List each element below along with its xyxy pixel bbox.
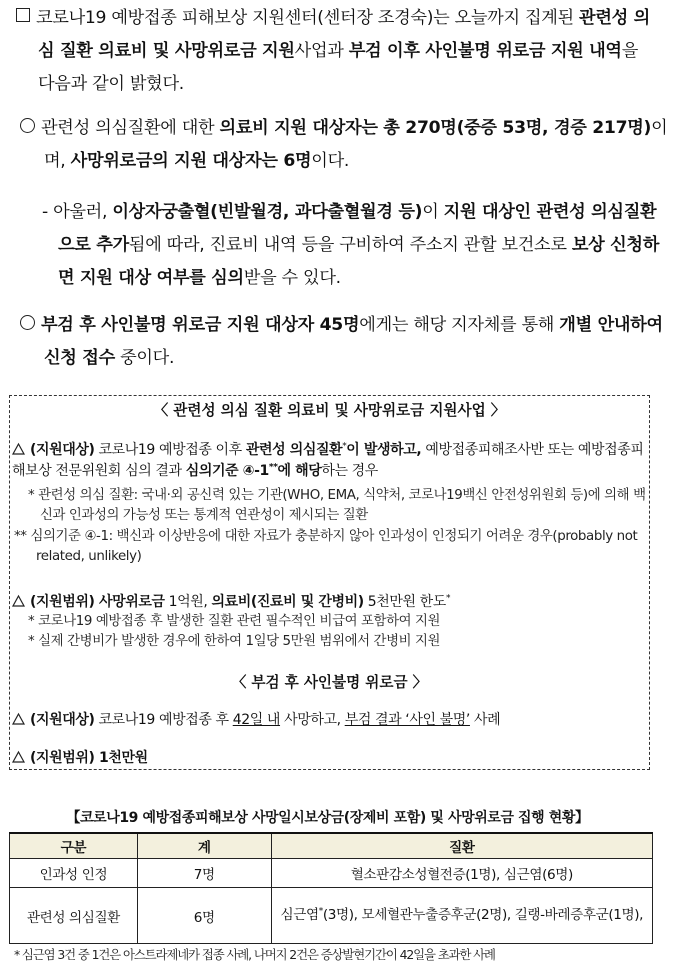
cell-disease: 심근염*(3명), 모세혈관누출증후군(2명), 길랭-바레증후군(1명), — [271, 888, 652, 944]
hollow-triangle-icon — [12, 751, 25, 763]
autopsy-target-item: (지원대상) 코로나19 예방접종 후 42일 내 사망하고, 부검 결과 ‘사인 불명’ 사례 — [12, 710, 648, 731]
table-row — [10, 859, 653, 888]
autopsy-paragraph: 부검 후 사인불명 위로금 지원 대상자 45명에게는 해당 지자체를 통해 개별 안내하여 신청 접수 중이다. — [18, 309, 678, 375]
note-criteria: ** 심의기준 ④-1: 백신과 이상반응에 대한 자료가 충분하지 않아 인과성이 인정되기 어려운 경우(probably not related, unlikely) — [14, 529, 638, 564]
cell-count: 7명 — [137, 859, 271, 888]
note-related-disease: * 관련성 의심 질환: 국내·외 공신력 있는 기관(WHO, EMA, 식약처, 코로나19백신 안전성위원회 등)에 의해 백신과 인과성의 가능성 또는 통계적 연관성이 제시되는 질환 — [28, 488, 646, 523]
note-caregiver: * 실제 간병비가 발생한 경우에 한하여 1일당 5만원 범위에서 간병비 지원 — [28, 634, 441, 649]
box-title-support: 〈 관련성 의심 질환 의료비 및 사망위로금 지원사업 〉 — [153, 402, 506, 419]
header-disease: 질환 — [271, 833, 652, 859]
empty-square-icon — [16, 8, 30, 22]
support-program-box — [9, 395, 650, 770]
additional-disease-paragraph: - 아울러, 이상자궁출혈(빈발월경, 과다출혈월경 등)이 지원 대상인 관련성 의심질환으로 추가됨에 따라, 진료비 내역 등을 구비하여 주소지 관할 보건소로 보상 신청하면 지원 대상 여부를 심의받을 수 있다. — [42, 202, 660, 288]
table-footnote: * 심근염 3건 중 1건은 아스트라제네카 접종 사례, 나머지 2건은 증상발현기간이 42일을 초과한 사례 — [14, 947, 495, 962]
cell-category: 인과성 인정 — [10, 859, 138, 888]
box-title-autopsy: 〈 부검 후 사인불명 위로금 〉 — [231, 674, 428, 691]
autopsy-scope-item: (지원범위) 1천만원 — [12, 748, 648, 769]
header-category: 구분 — [10, 833, 138, 859]
note-noncovered: * 코로나19 예방접종 후 발생한 질환 관련 필수적인 비급여 포함하여 지원 — [28, 614, 441, 629]
table-header-row — [10, 833, 653, 859]
support-target-item: (지원대상) 코로나19 예방접종 이후 관련성 의심질환*이 발생하고, 예방접종피해조사반 또는 예방접종피해보상 전문위원회 심의 결과 심의기준 ④-1**에 해당하는 경우 — [12, 441, 644, 479]
intro-paragraph: 코로나19 예방접종 피해보상 지원센터(센터장 조경숙)는 오늘까지 집계된 관련성 의심 질환 의료비 및 사망위로금 지원사업과 부검 이후 사인불명 위로금 지원 내역을 다음과 같이 밝혔다. — [8, 2, 653, 101]
hollow-circle-icon — [20, 315, 35, 330]
status-table — [9, 832, 653, 944]
cell-count: 6명 — [137, 888, 271, 944]
cell-category: 관련성 의심질환 — [10, 888, 138, 944]
cell-disease: 혈소판감소성혈전증(1명), 심근염(6명) — [271, 859, 652, 888]
header-total: 계 — [137, 833, 271, 859]
medical-support-paragraph: 관련성 의심질환에 대한 의료비 지원 대상자는 총 270명(중증 53명, 경증 217명)이며, 사망위로금의 지원 대상자는 6명이다. — [18, 112, 674, 178]
hollow-circle-icon — [20, 118, 35, 133]
hollow-triangle-icon — [12, 595, 25, 607]
table-title: 【코로나19 예방접종피해보상 사망일시보상금(장제비 포함) 및 사망위로금 집행 현황】 — [66, 810, 589, 826]
hollow-triangle-icon — [12, 713, 25, 725]
table-row — [10, 888, 653, 944]
hollow-triangle-icon — [12, 443, 25, 455]
support-scope-item: (지원범위) 사망위로금 1억원, 의료비(진료비 및 간병비) 5천만원 한도* — [12, 592, 648, 613]
